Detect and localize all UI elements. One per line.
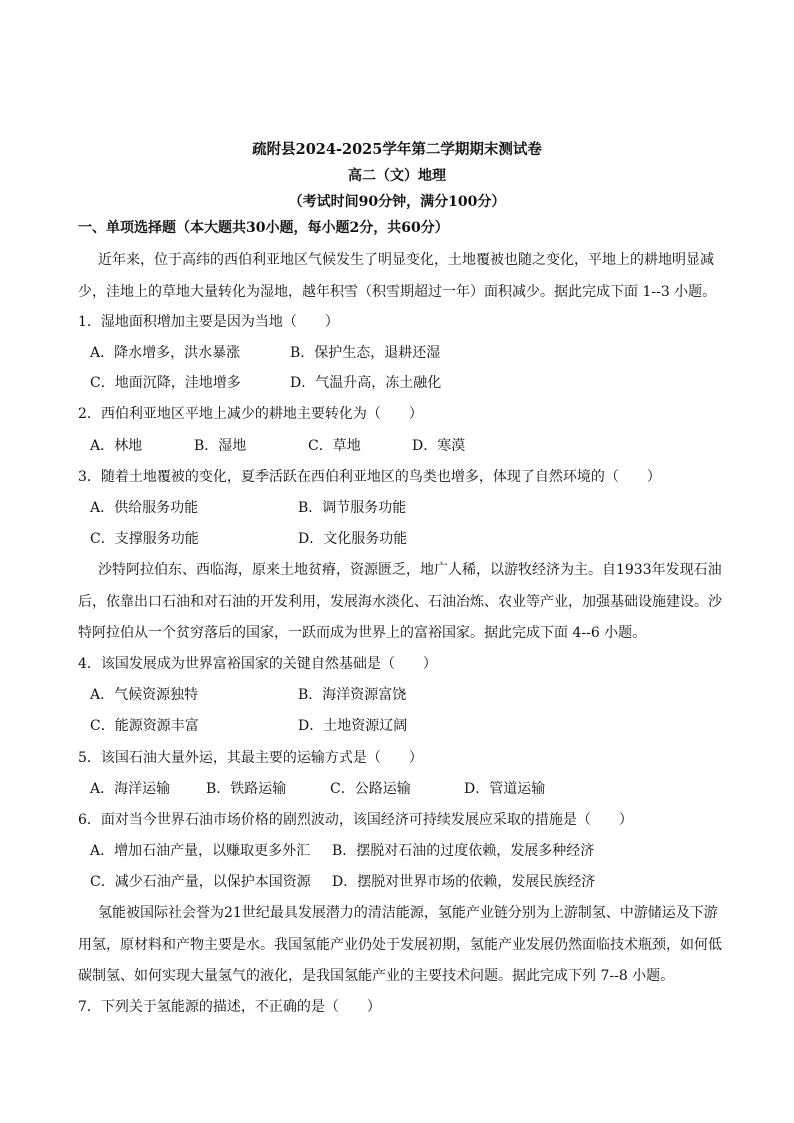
q6-option-b: B．摆脱对石油的过度依赖，发展多种经济	[332, 843, 595, 859]
q3-option-b: B．调节服务功能	[298, 500, 407, 516]
q3-option-d: D．文化服务功能	[298, 531, 408, 547]
section-heading: 一、单项选择题（本大题共30小题，每小题2分，共60分）	[78, 220, 449, 236]
question-1-stem: 1．湿地面积增加主要是因为当地（ ）	[78, 314, 339, 330]
q6-option-a: A．增加石油产量，以赚取更多外汇	[90, 843, 311, 859]
q2-option-c: C．草地	[308, 438, 361, 454]
q1-option-d: D．气温升高，冻土融化	[290, 375, 442, 391]
passage-3-line-2: 用氢，原材料和产物主要是水。我国氢能产业仍处于发展初期，氢能产业发展仍然面临技术瓶颈，如何低	[78, 937, 722, 953]
q3-option-a: A．供给服务功能	[90, 500, 199, 516]
exam-info: （考试时间90分钟，满分100分）	[288, 194, 506, 210]
q6-option-d: D．摆脱对世界市场的依赖，发展民族经济	[332, 874, 596, 890]
passage-1-line-1: 近年来，位于高纬的西伯利亚地区气候发生了明显变化，土地覆被也随之变化，平地上的耕地明显减	[98, 252, 714, 268]
q4-option-b: B．海洋资源富饶	[298, 687, 407, 703]
passage-3-line-3: 碳制氢、如何实现大量氢气的液化，是我国氢能产业的主要技术问题。据此完成下列 7--8 小题。	[78, 968, 675, 984]
passage-1-line-2: 少，洼地上的草地大量转化为湿地，越年积雪（积雪期超过一年）面积减少。据此完成下面 1--3 小题。	[78, 284, 717, 300]
q3-option-c: C．支撑服务功能	[90, 531, 199, 547]
q1-option-c: C．地面沉降，洼地增多	[90, 375, 241, 391]
passage-2-line-2: 后，依靠出口石油和对石油的开发利用，发展海水淡化、石油冶炼、农业等产业，加强基础设施建设。沙	[78, 594, 722, 610]
q2-option-d: D．寒漠	[412, 438, 466, 454]
q4-option-a: A．气候资源独特	[90, 687, 199, 703]
q5-option-a: A．海洋运输	[90, 781, 171, 797]
passage-2-line-1: 沙特阿拉伯东、西临海，原来土地贫瘠，资源匮乏，地广人稀，以游牧经济为主。自1933年发现石油	[98, 562, 722, 578]
question-7-stem: 7．下列关于氢能源的描述，不正确的是（ ）	[78, 999, 381, 1015]
q5-option-d: D．管道运输	[464, 781, 546, 797]
question-5-stem: 5．该国石油大量外运，其最主要的运输方式是（ ）	[78, 750, 423, 766]
q2-option-b: B．湿地	[194, 438, 247, 454]
question-6-stem: 6．面对当今世界石油市场价格的剧烈波动，该国经济可持续发展应采取的措施是（ ）	[78, 812, 633, 828]
q6-option-c: C．减少石油产量，以保护本国资源	[90, 874, 311, 890]
q5-option-b: B．铁路运输	[206, 781, 287, 797]
q4-option-c: C．能源资源丰富	[90, 718, 199, 734]
exam-subtitle: 高二（文）地理	[348, 168, 446, 184]
passage-2-line-3: 特阿拉伯从一个贫穷落后的国家，一跃而成为世界上的富裕国家。据此完成下面 4--6 小题。	[78, 625, 647, 641]
question-4-stem: 4．该国发展成为世界富裕国家的关键自然基础是（ ）	[78, 656, 437, 672]
question-3-stem: 3．随着土地覆被的变化，夏季活跃在西伯利亚地区的鸟类也增多，体现了自然环境的（ ）	[78, 469, 661, 485]
question-2-stem: 2．西伯利亚地区平地上减少的耕地主要转化为（ ）	[78, 406, 423, 422]
q1-option-a: A．降水增多，洪水暴涨	[90, 345, 241, 361]
q4-option-d: D．土地资源辽阔	[298, 718, 408, 734]
q5-option-c: C．公路运输	[330, 781, 411, 797]
exam-title: 疏附县2024-2025学年第二学期期末测试卷	[252, 141, 542, 158]
q1-option-b: B．保护生态，退耕还湿	[290, 345, 441, 361]
q2-option-a: A．林地	[90, 438, 143, 454]
passage-3-line-1: 氢能被国际社会誉为21世纪最具发展潜力的清洁能源，氢能产业链分别为上游制氢、中游储运及下游	[98, 905, 718, 921]
